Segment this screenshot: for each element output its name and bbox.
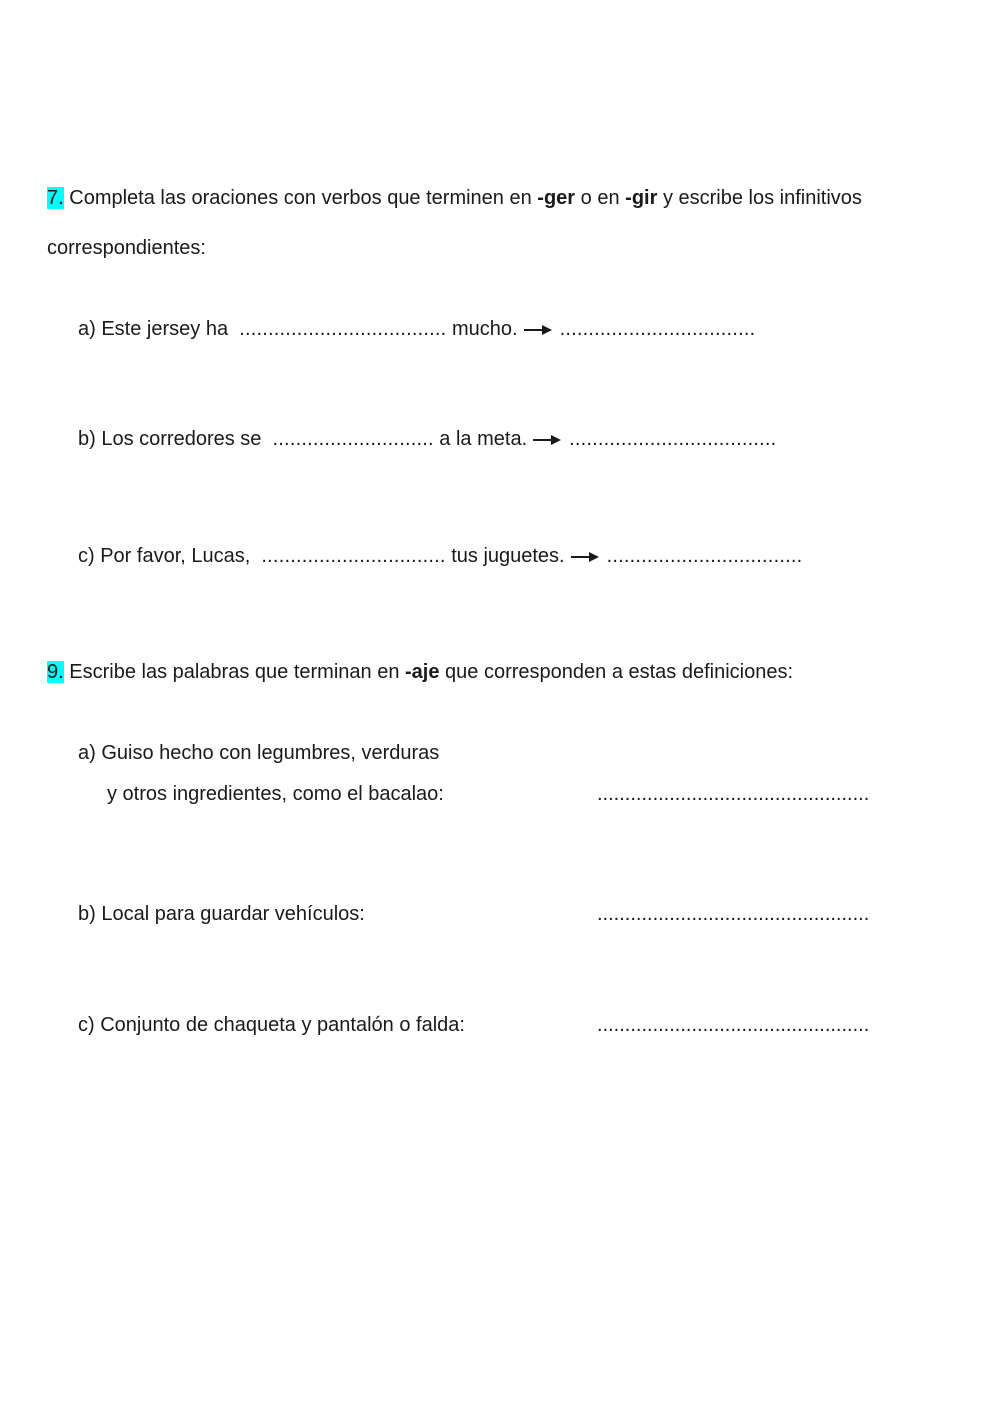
- item-a-verb-blank[interactable]: ....................................: [239, 318, 447, 340]
- item-a-sentence-end: mucho.: [452, 318, 518, 340]
- exercise-7-number: 7.: [47, 187, 64, 209]
- exercise-9-intro-1: Escribe las palabras que terminan en: [69, 661, 400, 683]
- item-c-sentence-start: c) Por favor, Lucas,: [78, 545, 251, 567]
- exercise-7-intro-1: Completa las oraciones con verbos que terminen en: [69, 187, 532, 209]
- exercise-7-item-a: [78, 317, 755, 341]
- exercise-7-suffix-ger: -ger: [537, 187, 576, 209]
- exercise-9-item-c-text: c) Conjunto de chaqueta y pantalón o falda:: [78, 1014, 465, 1036]
- exercise-9-number: 9.: [47, 661, 64, 683]
- item-b-sentence-start: b) Los corredores se: [78, 428, 262, 450]
- exercise-7-item-b: [78, 427, 776, 451]
- item-b-sentence-end: a la meta.: [439, 428, 528, 450]
- item-c-verb-blank[interactable]: ................................: [261, 545, 446, 567]
- right-arrow-icon: [533, 434, 561, 446]
- exercise-9-suffix-aje: -aje: [405, 661, 440, 683]
- exercise-9-heading: [47, 660, 793, 684]
- exercise-9-item-c-blank[interactable]: .................................................: [597, 1014, 870, 1036]
- item-c-sentence-end: tus juguetes.: [451, 545, 565, 567]
- exercise-9-intro-2: que corresponden a estas definiciones:: [445, 661, 794, 683]
- exercise-7-heading: [47, 186, 862, 210]
- exercise-9-item-a-line-2: y otros ingredientes, como el bacalao:: [107, 783, 444, 805]
- right-arrow-icon: [524, 324, 552, 336]
- exercise-9-item-b-text: b) Local para guardar vehículos:: [78, 903, 365, 925]
- item-a-infinitive-blank[interactable]: ..................................: [559, 318, 756, 340]
- exercise-7-connector: o en: [580, 187, 620, 209]
- exercise-9-item-b-blank[interactable]: .................................................: [597, 903, 870, 925]
- item-a-sentence-start: a) Este jersey ha: [78, 318, 229, 340]
- exercise-7-suffix-gir: -gir: [625, 187, 658, 209]
- exercise-9-item-a-line-1: a) Guiso hecho con legumbres, verduras: [78, 742, 440, 764]
- item-b-verb-blank[interactable]: ............................: [272, 428, 434, 450]
- exercise-9-item-a-blank[interactable]: .................................................: [597, 783, 870, 805]
- exercise-7-intro-2: y escribe los infinitivos: [662, 187, 862, 209]
- right-arrow-icon: [571, 551, 599, 563]
- item-c-infinitive-blank[interactable]: ..................................: [606, 545, 803, 567]
- exercise-7-item-c: [78, 544, 802, 568]
- exercise-7-intro-3: correspondientes:: [47, 237, 206, 259]
- item-b-infinitive-blank[interactable]: ....................................: [569, 428, 777, 450]
